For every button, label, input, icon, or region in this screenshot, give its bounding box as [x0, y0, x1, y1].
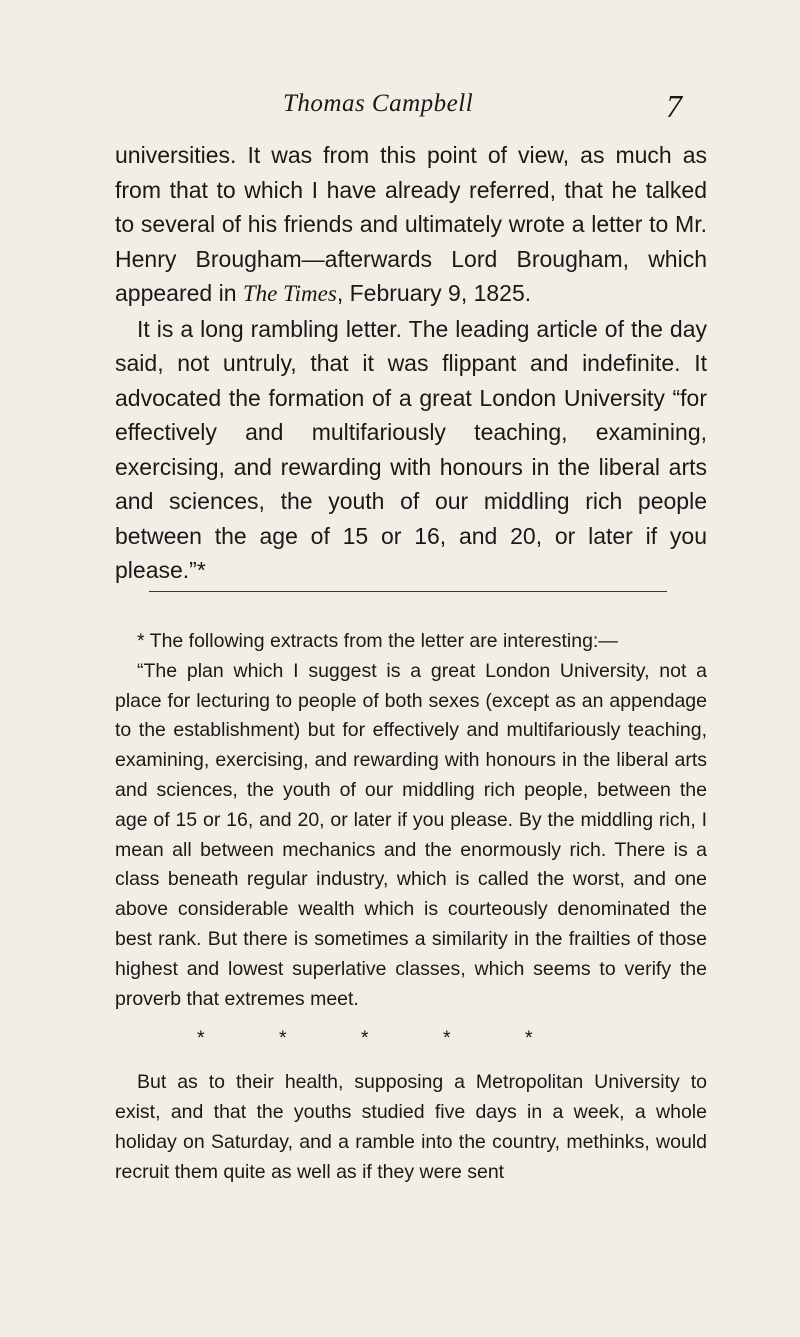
footnote — [115, 627, 707, 1187]
asterisk: * — [525, 1027, 533, 1050]
asterisk: * — [443, 1027, 451, 1050]
asterisk: * — [361, 1027, 369, 1050]
paragraph-2: It is a long rambling letter. The leading article of the day said, not untruly, that it was flippant and indefinite. It advocated the formation of a great London University “for effectively and multifariously teaching, examining, exercising, and rewarding with honours in the liberal arts and sciences, the youth of our middling rich people between the age of 15 or 16, and 20, or later if you please.”* — [115, 315, 707, 583]
footnote-divider — [149, 591, 667, 592]
asterisk: * — [197, 1027, 205, 1050]
page-header — [0, 82, 800, 126]
page-number: 7 — [666, 88, 682, 124]
newspaper-title: The Times — [242, 281, 337, 306]
footnote-quote-2: But as to their health, supposing a Metropolitan University to exist, and that the youths studied five days in a week, a whole holiday on Saturday, and a ramble into the country, methinks, would recruit them quite as well as if they were sent — [115, 1071, 707, 1183]
paragraph-1-end: , February 9, 1825. — [336, 280, 532, 306]
paragraph-1-text: universities. It was from this point of view, as much as from that to which I have already referred, that he talked to several of his friends and ultimately wrote a letter to Mr. Henry Brougham—afterwards Lord Brougham, which appeared in — [115, 142, 707, 306]
main-text — [115, 138, 707, 588]
footnote-quote-1: “The plan which I suggest is a great London University, not a place for lecturing to people of both sexes (except as an appendage to the establishment) but for effectively and multifariously teaching, examining, exercising, and rewarding with honours in the liberal arts and sciences, the youth of our middling rich people, between the age of 15 or 16, and 20, or later if you please. By the middling rich, I mean all between mechanics and the enormously rich. There is a class beneath regular industry, which is called the worst, and one above considerable wealth which is courteously denominated the best rank. But there is sometimes a similarity in the frailties of those highest and lowest superlative classes, which seems to verify the proverb that extremes meet. — [115, 659, 707, 1010]
paragraph-1 — [115, 138, 707, 312]
asterism — [115, 1024, 707, 1054]
footnote-intro: * The following extracts from the letter are interesting:— — [137, 630, 618, 652]
running-head: Thomas Campbell — [283, 90, 474, 117]
asterisk: * — [279, 1027, 287, 1050]
